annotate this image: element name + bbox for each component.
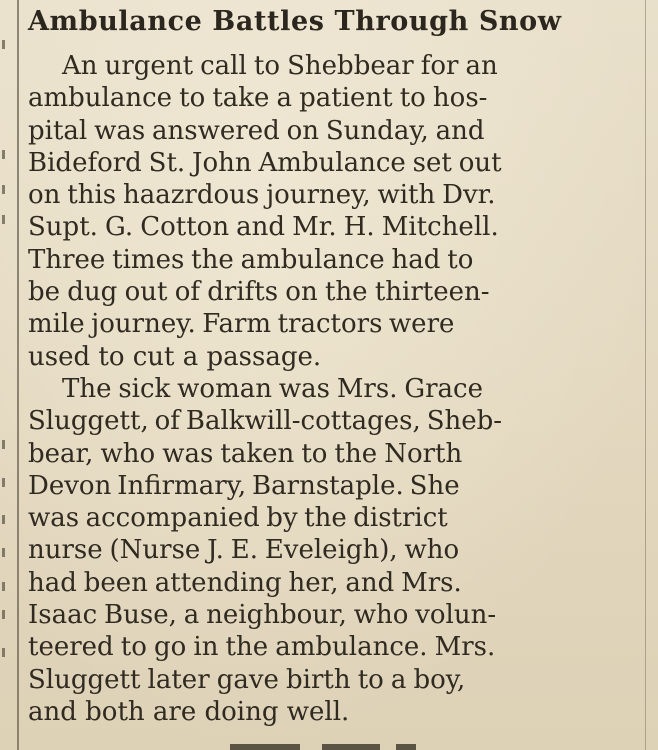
article-line: mile journey. Farm tractors were: [28, 309, 455, 340]
column-rule-right: [645, 0, 646, 750]
edge-fragment: [2, 515, 5, 524]
edge-fragment: [2, 582, 5, 591]
article-line: was accompanied by the district: [28, 503, 448, 534]
article-line: bear, who was taken to the North: [28, 438, 463, 469]
article-line: The sick woman was Mrs. Grace: [62, 373, 483, 404]
edge-fragment: [2, 610, 5, 619]
article: [28, 4, 638, 728]
edge-fragment: [2, 440, 5, 449]
edge-fragment: [2, 648, 5, 657]
article-line: Sluggett, of Balkwill-cottages, Sheb-: [28, 406, 503, 437]
article-line: be dug out of drifts on the thirteen-: [28, 277, 490, 308]
article-body: [28, 50, 638, 728]
edge-fragment: [2, 185, 5, 194]
article-line: Three times the ambulance had to: [28, 244, 474, 275]
left-column-edge-fragments: [0, 0, 12, 750]
article-line: used to cut a passage.: [28, 341, 322, 372]
article-line: teered to go in the ambulance. Mrs.: [28, 632, 496, 663]
article-line: Devon Infirmary, Barnstaple. She: [28, 470, 460, 501]
article-line: pital was answered on Sunday, and: [28, 115, 485, 146]
article-line: Bideford St. John Ambulance set out: [28, 147, 502, 178]
edge-fragment: [2, 150, 5, 159]
next-headline-fragment: [230, 738, 450, 750]
cut-off-text: [230, 744, 300, 750]
article-line: Supt. G. Cotton and Mr. H. Mitchell.: [28, 212, 499, 243]
article-line: Isaac Buse, a neighbour, who volun-: [28, 600, 497, 631]
edge-fragment: [2, 478, 5, 487]
edge-fragment: [2, 215, 5, 224]
article-line: ambulance to take a patient to hos-: [28, 83, 488, 114]
edge-fragment: [2, 40, 5, 49]
article-headline: Ambulance Battles Through Snow: [28, 6, 562, 37]
cut-off-text: [396, 744, 416, 750]
edge-fragment: [2, 548, 5, 557]
article-line: Sluggett later gave birth to a boy,: [28, 664, 466, 695]
article-line: and both are doing well.: [28, 696, 350, 727]
article-line: An urgent call to Shebbear for an: [62, 51, 498, 81]
column-rule-left: [17, 0, 19, 750]
article-line: on this haazrdous journey, with Dvr.: [28, 180, 496, 211]
article-line: nurse (Nurse J. E. Eveleigh), who: [28, 535, 460, 566]
cut-off-text: [322, 744, 380, 750]
article-line: had been attending her, and Mrs.: [28, 567, 462, 598]
